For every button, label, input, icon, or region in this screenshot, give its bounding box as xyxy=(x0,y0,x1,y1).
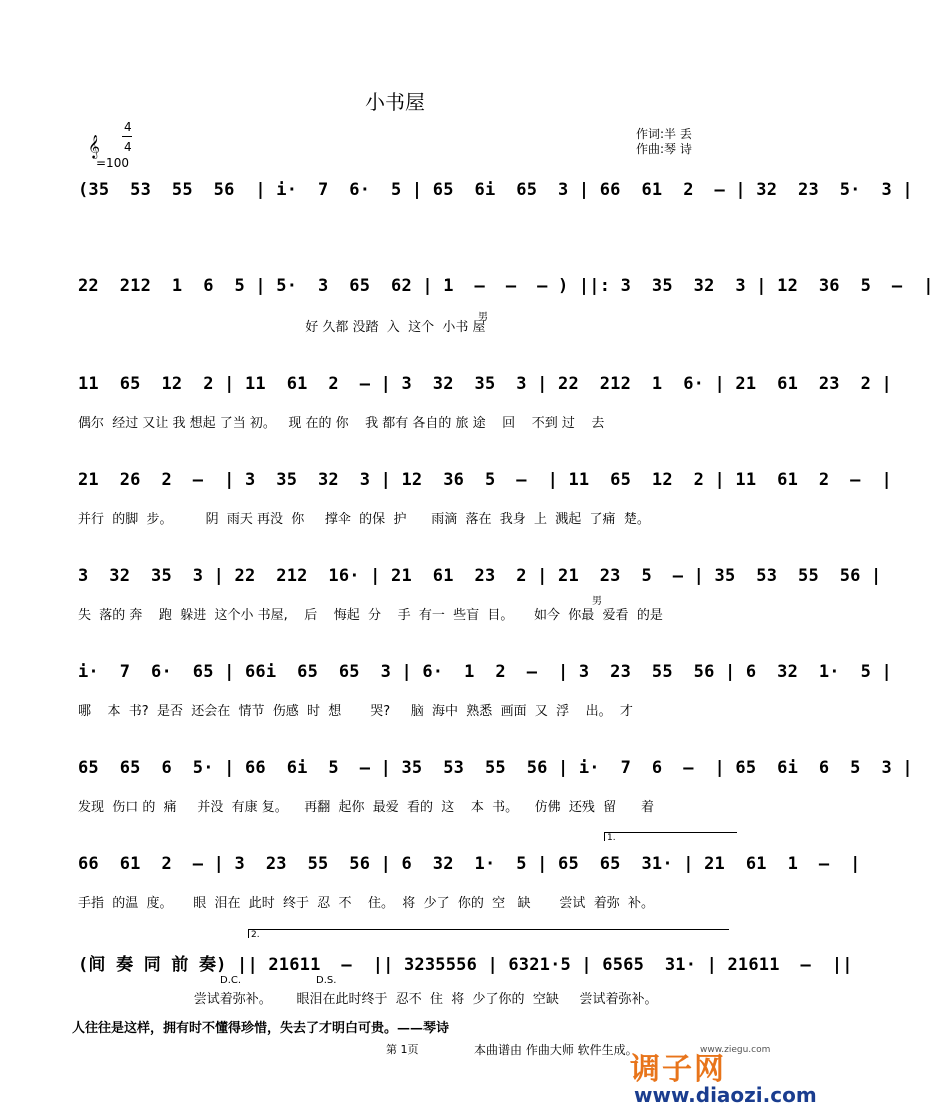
second-ending: 2. xyxy=(248,929,729,938)
lyrics-row: 发现 伤口 的 痛 并没 有康 复。 再翻 起你 最爱 看的 这 本 书。 仿佛 还残 留 着 xyxy=(78,800,654,815)
tempo: =100 xyxy=(96,156,129,170)
notation-row: 22 212 1 6 5 | 5· 3 65 62 | 1 – – – ) ||: 3 35 32 3 | 12 36 5 – | xyxy=(78,276,934,296)
dc-marker: D.C. xyxy=(220,975,242,986)
notation-row: (间 奏 同 前 奏) || 21611 – || 3235556 | 6321·5 | 6565 31· | 21611 – || xyxy=(78,955,853,975)
lyrics-row: 尝试着弥补。 眼泪在此时终于 忍不 住 将 少了你的 空缺 尝试着弥补。 xyxy=(78,992,658,1007)
lyrics-row: 失 落的 奔 跑 躲进 这个小 书屋, 后 悔起 分 手 有一 些盲 目。 如今 你最 爱看 的是 xyxy=(78,608,663,623)
first-ending: 1. xyxy=(604,832,737,841)
closing-quote: 人往往是这样，拥有时不懂得珍惜，失去了才明白可贵。——琴诗 xyxy=(72,1021,450,1036)
ds-marker: D.S. xyxy=(316,975,337,986)
watermark-url: www.diaozi.com xyxy=(634,1083,817,1107)
notation-row: i· 7 6· 65 | 66i 65 65 3 | 6· 1 2 – | 3 23 55 56 | 6 32 1· 5 | xyxy=(78,662,892,682)
time-sig-divider xyxy=(122,136,132,137)
watermark-logo: 调子网 xyxy=(630,1052,726,1087)
page-title: 小书屋 xyxy=(365,90,425,114)
notation-row: 65 65 6 5· | 66 6i 5 – | 35 53 55 56 | i· 7 6 – | 65 6i 6 5 3 | xyxy=(78,758,913,778)
time-sig-numerator: 4 xyxy=(124,120,132,134)
notation-row: 21 26 2 – | 3 35 32 3 | 12 36 5 – | 11 65 12 2 | 11 61 2 – | xyxy=(78,470,892,490)
composer: 作曲:琴 诗 xyxy=(636,142,692,156)
time-signature xyxy=(88,120,148,170)
page-number: 第 1页 xyxy=(386,1043,419,1056)
lyrics-row: 偶尔 经过 又让 我 想起 了当 初。 现 在的 你 我 都有 各自的 旅 途 回 不到 过 去 xyxy=(78,416,605,431)
small-url: www.ziegu.com xyxy=(700,1045,771,1055)
lyrics-row: 哪 本 书? 是否 还会在 情节 伤感 时 想 哭? 脑 海中 熟悉 画面 又 浮 出。 才 xyxy=(78,704,633,719)
treble-clef-icon: 𝄞 xyxy=(88,134,100,158)
time-sig-denominator: 4 xyxy=(124,140,132,154)
credits xyxy=(636,127,692,157)
lyrics-row: 好 久都 没踏 入 这个 小书 屋 xyxy=(78,320,486,335)
notation-row: 66 61 2 – | 3 23 55 56 | 6 32 1· 5 | 65 65 31· | 21 61 1 – | xyxy=(78,854,861,874)
lyrics-row: 并行 的脚 步。 阴 雨天 再没 你 撑伞 的保 护 雨滴 落在 我身 上 溅起 了痛 楚。 xyxy=(78,512,650,527)
software-credit: 本曲谱由 作曲大师 软件生成。 xyxy=(474,1043,638,1057)
lyricist: 作词:半 丢 xyxy=(636,127,692,141)
notation-row: 11 65 12 2 | 11 61 2 – | 3 32 35 3 | 22 212 1 6· | 21 61 23 2 | xyxy=(78,374,892,394)
male-part-marker: 男 xyxy=(592,596,602,607)
lyrics-row: 手指 的温 度。 眼 泪在 此时 终于 忍 不 住。 将 少了 你的 空 缺 尝试 着弥 补。 xyxy=(78,896,654,911)
male-part-marker: 男 xyxy=(478,312,488,323)
notation-row: 3 32 35 3 | 22 212 16· | 21 61 23 2 | 21 23 5 – | 35 53 55 56 | xyxy=(78,566,882,586)
notation-row: (35 53 55 56 | i· 7 6· 5 | 65 6i 65 3 | 66 61 2 – | 32 23 5· 3 | xyxy=(78,180,913,200)
